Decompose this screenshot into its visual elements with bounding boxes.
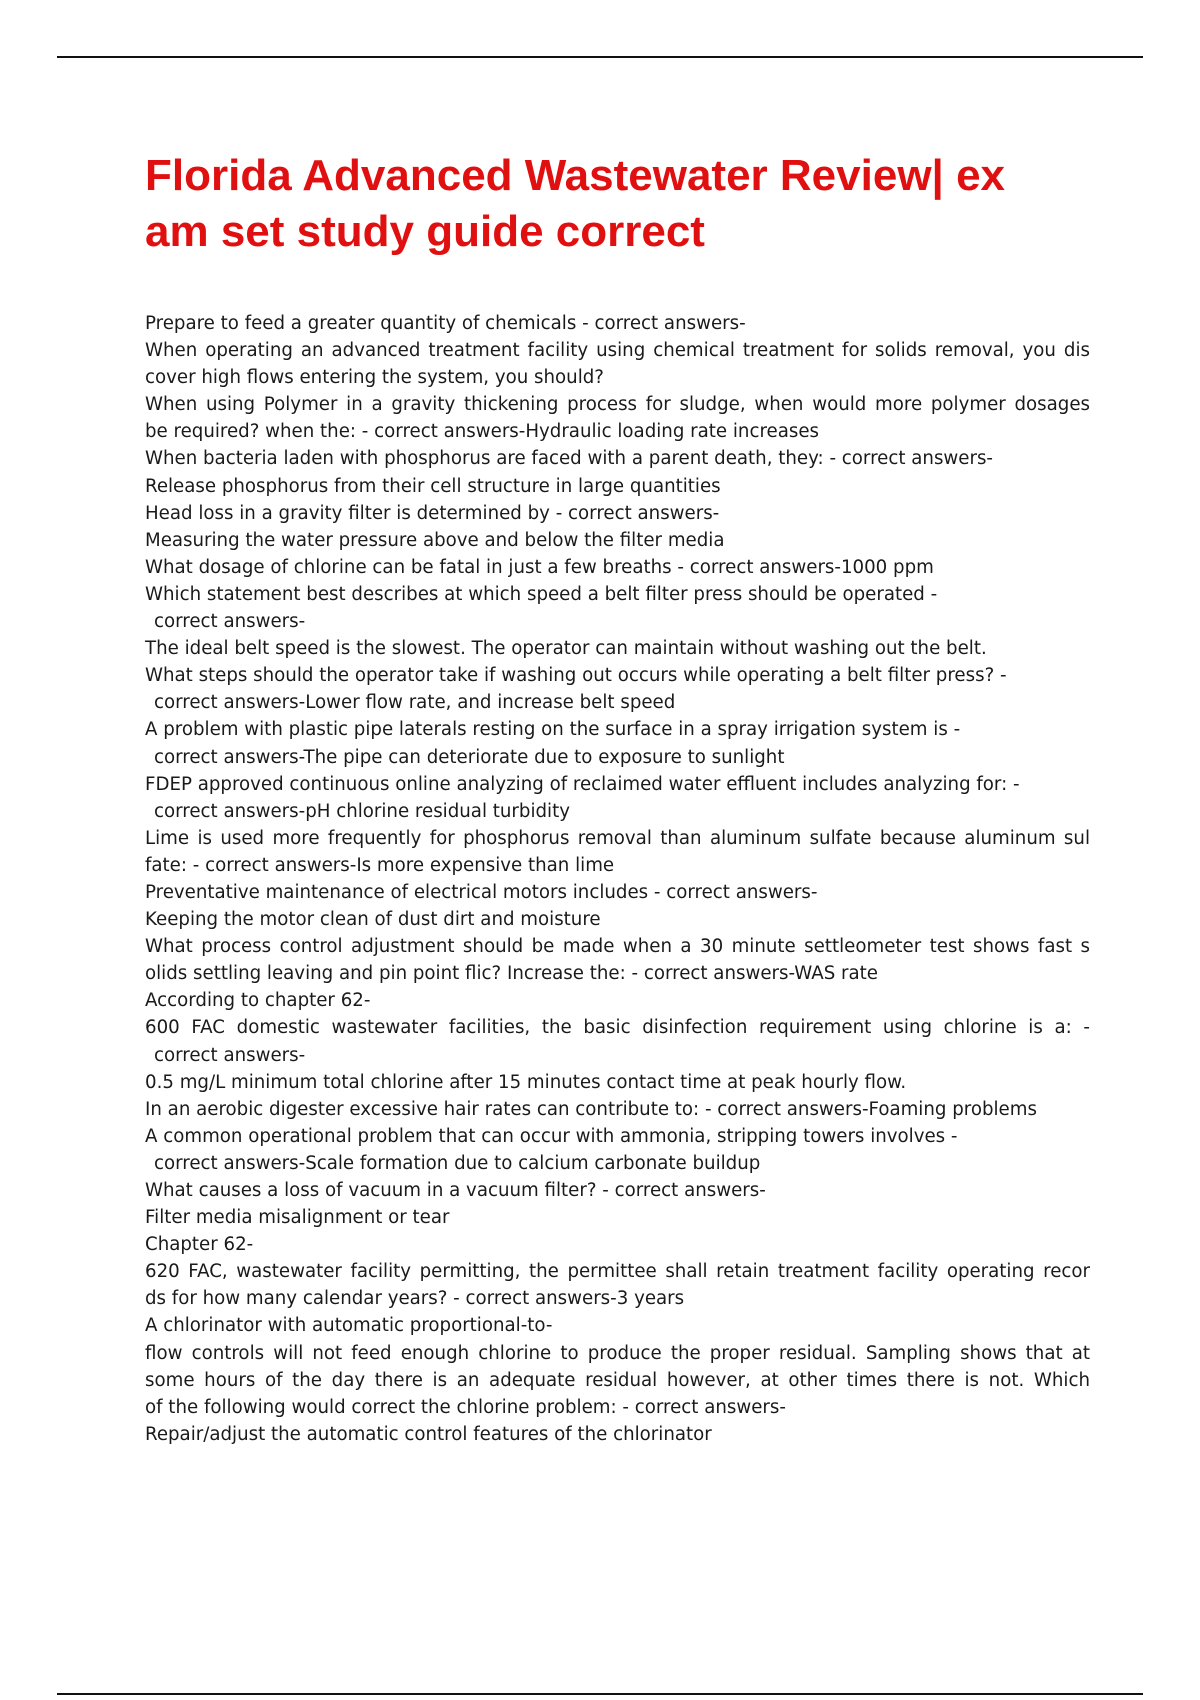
title-line: Florida Advanced Wastewater Review| ex bbox=[145, 151, 1006, 200]
body-line: What steps should the operator take if washing out occurs while operating a belt filter press? - bbox=[145, 665, 1007, 687]
body-line: correct answers- bbox=[154, 1044, 306, 1066]
body-line: Which statement best describes at which speed a belt filter press should be operated - bbox=[145, 583, 938, 605]
body-line: Chapter 62- bbox=[145, 1234, 254, 1256]
body-line: Measuring the water pressure above and below the filter media bbox=[145, 529, 725, 551]
body-line: A problem with plastic pipe laterals resting on the surface in a spray irrigation system is - bbox=[145, 719, 961, 741]
footer-rule bbox=[57, 1693, 1143, 1695]
body-line: What causes a loss of vacuum in a vacuum filter? - correct answers- bbox=[145, 1180, 766, 1201]
body-line: In an aerobic digester excessive hair rates can contribute to: - correct answers-Foaming problems bbox=[145, 1098, 1037, 1120]
header-rule bbox=[57, 56, 1143, 58]
body-line: A chlorinator with automatic proportional-to- bbox=[145, 1315, 553, 1337]
body-line: What dosage of chlorine can be fatal in just a few breaths - correct answers-1000 ppm bbox=[145, 556, 934, 578]
body-line: 620 FAC, wastewater facility permitting, the permittee shall retain treatment facility operating recor bbox=[145, 1261, 1090, 1283]
body-line: cover high flows entering the system, you should? bbox=[145, 367, 604, 389]
body-line: Keeping the motor clean of dust dirt and moisture bbox=[145, 909, 601, 931]
body-line: fate: - correct answers-Is more expensive than lime bbox=[145, 854, 615, 876]
body-line: Filter media misalignment or tear bbox=[145, 1207, 450, 1229]
body-line: 600 FAC domestic wastewater facilities, the basic disinfection requirement using chlorine is a: - bbox=[145, 1017, 1090, 1039]
body-line: olids settling leaving and pin point flic? Increase the: - correct answers-WAS rate bbox=[145, 963, 878, 985]
body-line: A common operational problem that can occur with ammonia, stripping towers involves - bbox=[145, 1125, 958, 1147]
body-line: correct answers-Lower flow rate, and increase belt speed bbox=[154, 692, 676, 714]
body-line: 0.5 mg/L minimum total chlorine after 15 minutes contact time at peak hourly flow. bbox=[145, 1071, 907, 1093]
body-line: What process control adjustment should be made when a 30 minute settleometer test shows fast s bbox=[145, 936, 1090, 958]
body-line: When operating an advanced treatment facility using chemical treatment for solids removal, you dis bbox=[145, 340, 1090, 362]
body-line: correct answers-Scale formation due to calcium carbonate buildup bbox=[154, 1152, 761, 1174]
body-line: ds for how many calendar years? - correct answers-3 years bbox=[145, 1288, 685, 1310]
body-line: Repair/adjust the automatic control features of the chlorinator bbox=[145, 1423, 712, 1445]
body-line: flow controls will not feed enough chlorine to produce the proper residual. Sampling shows that at bbox=[145, 1342, 1090, 1364]
body-line: Head loss in a gravity filter is determined by - correct answers- bbox=[145, 502, 720, 524]
body-line: According to chapter 62- bbox=[145, 990, 371, 1012]
document-title bbox=[145, 148, 1095, 260]
body-line: Prepare to feed a greater quantity of chemicals - correct answers- bbox=[145, 313, 746, 334]
body-line: Lime is used more frequently for phosphorus removal than aluminum sulfate because aluminum sul bbox=[145, 827, 1090, 849]
body-line: When bacteria laden with phosphorus are faced with a parent death, they: - correct answers- bbox=[145, 448, 993, 470]
body-line: The ideal belt speed is the slowest. The operator can maintain without washing out the belt. bbox=[145, 638, 987, 660]
body-line: When using Polymer in a gravity thickening process for sludge, when would more polymer dosages bbox=[145, 394, 1090, 416]
body-line: correct answers-pH chlorine residual turbidity bbox=[154, 800, 571, 822]
body-line: correct answers- bbox=[154, 611, 306, 633]
body-line: Preventative maintenance of electrical motors includes - correct answers- bbox=[145, 881, 818, 903]
body-line: correct answers-The pipe can deteriorate due to exposure to sunlight bbox=[154, 746, 785, 768]
title-line: am set study guide correct bbox=[145, 207, 705, 256]
body-line: be required? when the: - correct answers-Hydraulic loading rate increases bbox=[145, 421, 820, 443]
document-body bbox=[145, 310, 1090, 1448]
body-line: of the following would correct the chlorine problem: - correct answers- bbox=[145, 1396, 786, 1418]
body-line: Release phosphorus from their cell structure in large quantities bbox=[145, 475, 721, 497]
body-line: some hours of the day there is an adequate residual however, at other times there is not. Which bbox=[145, 1369, 1090, 1391]
body-line: FDEP approved continuous online analyzing of reclaimed water effluent includes analyzing for: - bbox=[145, 773, 1020, 795]
